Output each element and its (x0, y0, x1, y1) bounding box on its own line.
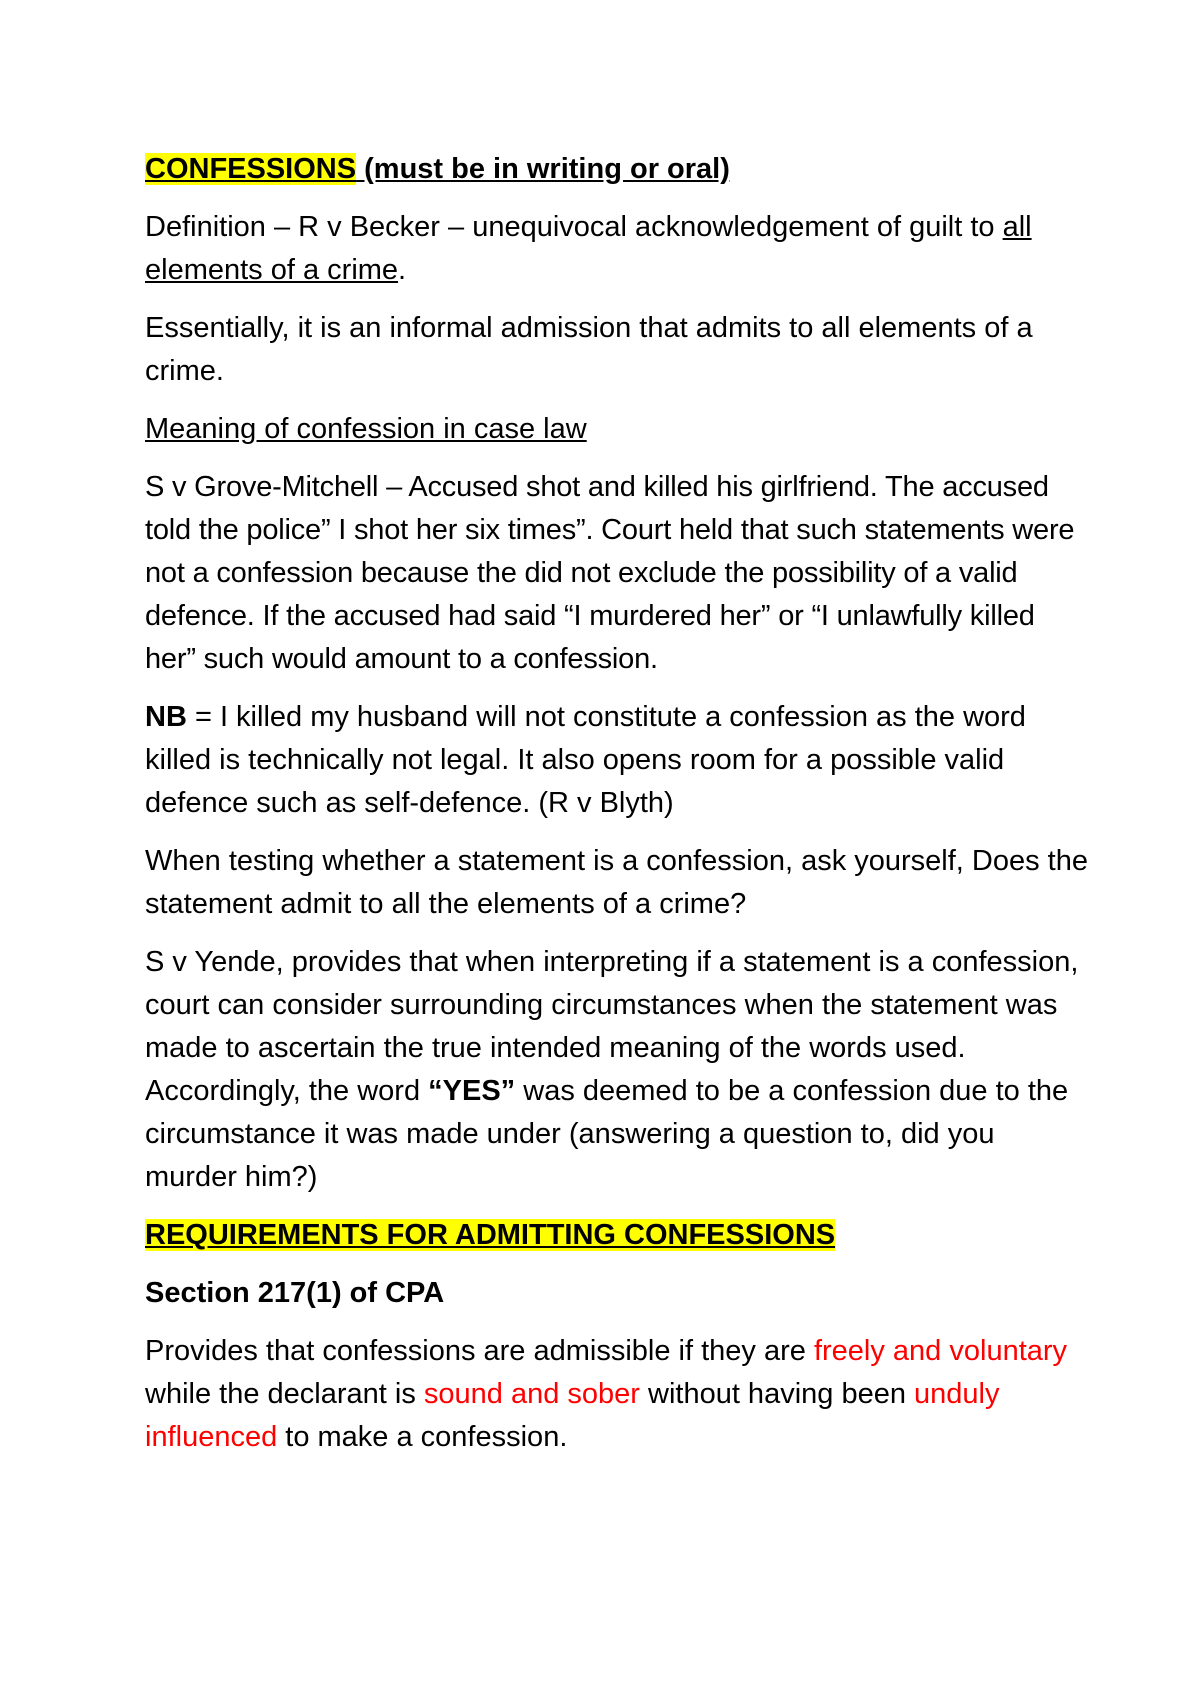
confessions-heading-highlight: CONFESSIONS (145, 153, 357, 185)
definition-suffix: . (398, 254, 407, 286)
yende-yes-word: “YES” (428, 1075, 516, 1107)
provides-text-2: while the declarant is (145, 1378, 424, 1410)
requirements-heading (145, 1214, 1090, 1257)
document-body (145, 148, 1090, 1474)
essentially-paragraph: Essentially, it is an informal admission that admits to all elements of a crime. (145, 312, 1033, 387)
requirements-heading-highlight: REQUIREMENTS FOR ADMITTING CONFESSIONS (145, 1219, 836, 1251)
sound-sober-emphasis: sound and sober (423, 1378, 640, 1410)
yende-text-before: S v Yende, provides that when interpreting if a statement is a confession, court can consider surrounding circumstances when the statement was made to ascertain the true intended meaning of the words used. Accordingly, the word (145, 946, 1079, 1107)
yende-paragraph (145, 941, 1090, 1199)
nb-paragraph (145, 696, 1090, 825)
meaning-heading: Meaning of confession in case law (145, 413, 587, 445)
unduly-influenced-emphasis: unduly influenced (145, 1378, 1000, 1453)
confessions-heading-note: (must be in writing or oral) (356, 153, 730, 185)
yende-text-after: was deemed to be a confession due to the circumstance it was made under (answering a question to, did you murder him?) (145, 1075, 1069, 1193)
provides-text-4: to make a confession. (277, 1421, 568, 1453)
nb-label: NB (145, 701, 187, 733)
grove-mitchell-paragraph: S v Grove-Mitchell – Accused shot and killed his girlfriend. The accused told the police” I shot her six times”. Court held that such statements were not a confession because the did not exclude the possibility of a valid defence. If the accused had said “I murdered her” or “I unlawfully killed her” such would amount to a confession. (145, 471, 1075, 675)
nb-text: = I killed my husband will not constitute a confession as the word killed is technically not legal. It also opens room for a possible valid defence such as self-defence. (R v Blyth) (145, 701, 1026, 819)
section-heading: Section 217(1) of CPA (145, 1277, 445, 1309)
definition-text: Definition – R v Becker – unequivocal acknowledgement of guilt to (145, 211, 1003, 243)
definition-underlined: all elements of a crime (145, 211, 1032, 286)
confessions-heading (145, 148, 1090, 191)
freely-voluntary-emphasis: freely and voluntary (813, 1335, 1068, 1367)
testing-paragraph: When testing whether a statement is a confession, ask yourself, Does the statement admit to all the elements of a crime? (145, 845, 1088, 920)
definition-paragraph (145, 206, 1090, 292)
provides-text-3: without having been (639, 1378, 915, 1410)
provides-text-1: Provides that confessions are admissible if they are (145, 1335, 814, 1367)
provides-paragraph (145, 1330, 1090, 1459)
